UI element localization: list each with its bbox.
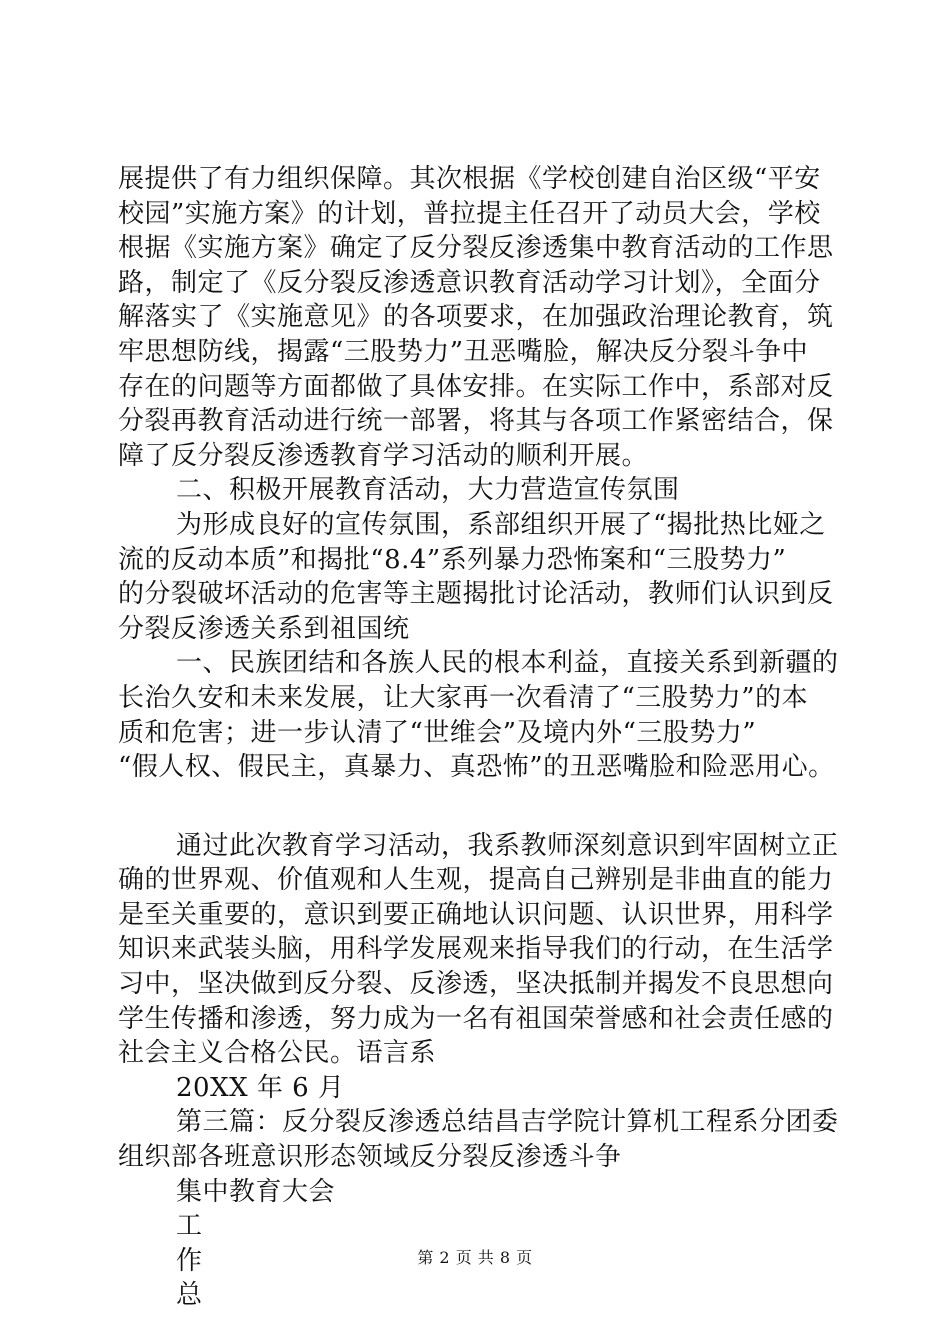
part-subtitle-line: 作 bbox=[176, 1245, 203, 1276]
paragraph-line: 校园”实施方案》的计划，普拉提主任召开了动员大会，学校 bbox=[118, 198, 821, 229]
document-body bbox=[118, 162, 838, 1313]
paragraph-line: 社会主义合格公民。语言系 bbox=[118, 1038, 437, 1069]
paragraph-line: 根据《实施方案》确定了反分裂反渗透集中教育活动的工作思 bbox=[118, 233, 834, 264]
paragraph-line: 知识来武装头脑，用科学发展观来指导我们的行动，在生活学 bbox=[118, 934, 834, 965]
paragraph-line: 长治久安和未来发展，让大家再一次看清了“三股势力”的本 bbox=[118, 682, 809, 713]
paragraph-line: 为形成良好的宣传氛围，系部组织开展了“揭批热比娅之 bbox=[176, 509, 826, 540]
paragraph-line: 的分裂破坏活动的危害等主题揭批讨论活动，教师们认识到反 bbox=[118, 579, 834, 610]
paragraph-line: 存在的问题等方面都做了具体安排。在实际工作中，系部对反 bbox=[118, 371, 834, 402]
page-number-footer: 第 2 页 共 8 页 bbox=[417, 1248, 533, 1267]
document-date: 20XX 年 6 月 bbox=[176, 1072, 345, 1103]
paragraph-line: 是至关重要的，意识到要正确地认识问题、认识世界，用科学 bbox=[118, 899, 834, 930]
paragraph-line: 质和危害；进一步认清了“世维会”及境内外“三股势力” bbox=[118, 717, 757, 748]
paragraph-line: 流的反动本质”和揭批“8.4”系列暴力恐怖案和“三股势力” bbox=[118, 544, 787, 575]
part-title-line: 组织部各班意识形态领域反分裂反渗透斗争 bbox=[118, 1142, 622, 1173]
paragraph-spacer bbox=[118, 785, 838, 829]
paragraph-line: 确的世界观、价值观和人生观，提高自己辨别是非曲直的能力 bbox=[118, 865, 834, 896]
part-subtitle-line: 集中教育大会 bbox=[176, 1176, 336, 1207]
paragraph-line: 习中，坚决做到反分裂、反渗透，坚决抵制并揭发不良思想向 bbox=[118, 969, 834, 1000]
part-subtitle-line: 工 bbox=[176, 1211, 203, 1242]
paragraph-line: 学生传播和渗透，努力成为一名有祖国荣誉感和社会责任感的 bbox=[118, 1003, 834, 1034]
section-heading: 二、积极开展教育活动，大力营造宣传氛围 bbox=[176, 475, 680, 506]
paragraph-line: 解落实了《实施意见》的各项要求，在加强政治理论教育，筑 bbox=[118, 302, 834, 333]
paragraph-line: 展提供了有力组织保障。其次根据《学校创建自治区级“平安 bbox=[118, 164, 821, 194]
paragraph-line: 通过此次教育学习活动，我系教师深刻意识到牢固树立正 bbox=[176, 830, 839, 861]
paragraph-line: 牢思想防线，揭露“三股势力”丑恶嘴脸，解决反分裂斗争中 bbox=[118, 336, 809, 367]
paragraph-line: 障了反分裂反渗透教育学习活动的顺利开展。 bbox=[118, 440, 649, 471]
paragraph-line: “假人权、假民主，真暴力、真恐怖”的丑恶嘴脸和险恶用心。 bbox=[118, 752, 835, 783]
paragraph-line: 分裂反渗透关系到祖国统 bbox=[118, 613, 410, 644]
part-title-line: 第三篇：反分裂反渗透总结昌吉学院计算机工程系分团委 bbox=[176, 1107, 839, 1138]
paragraph-line: 分裂再教育活动进行统一部署，将其与各项工作紧密结合，保 bbox=[118, 406, 834, 437]
part-subtitle-line: 总 bbox=[176, 1280, 203, 1311]
paragraph-line: 路，制定了《反分裂反渗透意识教育活动学习计划》，全面分 bbox=[118, 267, 821, 298]
paragraph-line: 一、民族团结和各族人民的根本利益，直接关系到新疆的 bbox=[176, 648, 839, 679]
